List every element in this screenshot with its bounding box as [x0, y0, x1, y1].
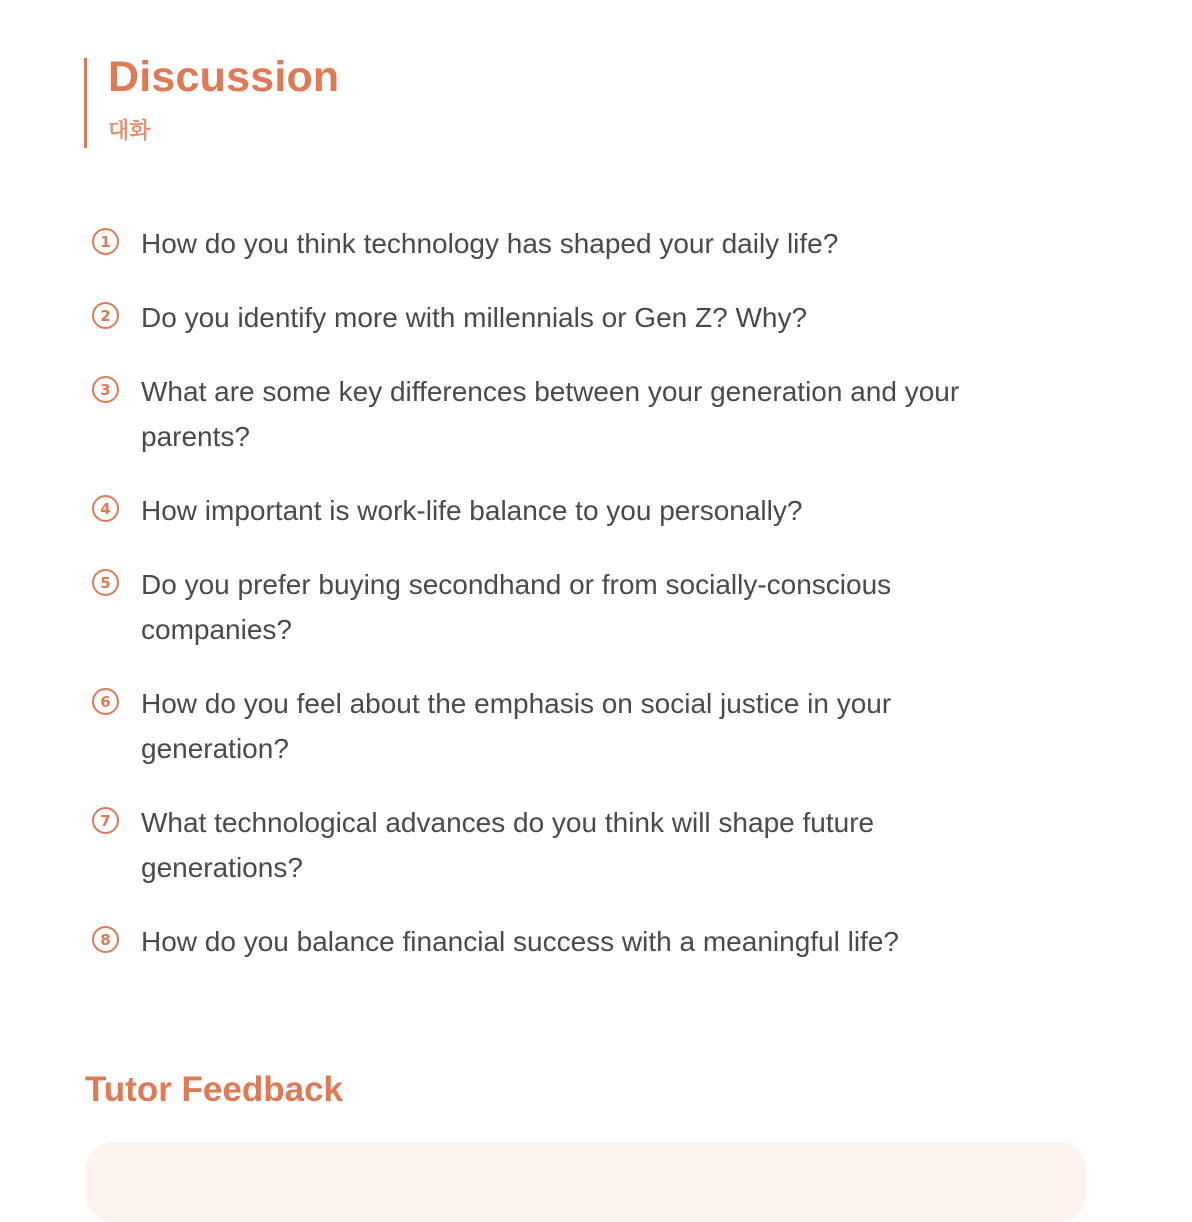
question-number-badge: 1 [92, 228, 119, 255]
tutor-feedback-title: Tutor Feedback [85, 1070, 344, 1109]
question-item [90, 295, 1050, 340]
discussion-subtitle: 대화 [108, 119, 151, 144]
question-item [90, 681, 1050, 771]
question-text: How do you balance financial success with a meaningful life? [141, 926, 899, 957]
discussion-title: Discussion [108, 53, 340, 101]
question-text: How important is work-life balance to you personally? [141, 495, 803, 526]
question-item [90, 369, 1050, 459]
question-text: What technological advances do you think will shape future generations? [141, 807, 875, 883]
question-number-badge: 8 [92, 926, 119, 953]
question-item [90, 800, 1050, 890]
question-number-badge: 7 [92, 807, 119, 834]
question-list [90, 221, 1050, 993]
question-text: Do you prefer buying secondhand or from socially-conscious companies? [141, 569, 892, 645]
tutor-feedback-box [85, 1142, 1086, 1222]
question-number-badge: 5 [92, 569, 119, 596]
question-text: How do you feel about the emphasis on social justice in your generation? [141, 688, 892, 764]
question-item [90, 488, 1050, 533]
question-number-badge: 4 [92, 495, 119, 522]
discussion-header [84, 53, 340, 148]
question-text: Do you identify more with millennials or Gen Z? Why? [141, 302, 808, 333]
question-item [90, 221, 1050, 266]
question-text: What are some key differences between your generation and your parents? [141, 376, 960, 452]
question-number-badge: 6 [92, 688, 119, 715]
question-item [90, 919, 1050, 964]
question-number-badge: 2 [92, 302, 119, 329]
question-text: How do you think technology has shaped your daily life? [141, 228, 839, 259]
question-item [90, 562, 1050, 652]
question-number-badge: 3 [92, 376, 119, 403]
